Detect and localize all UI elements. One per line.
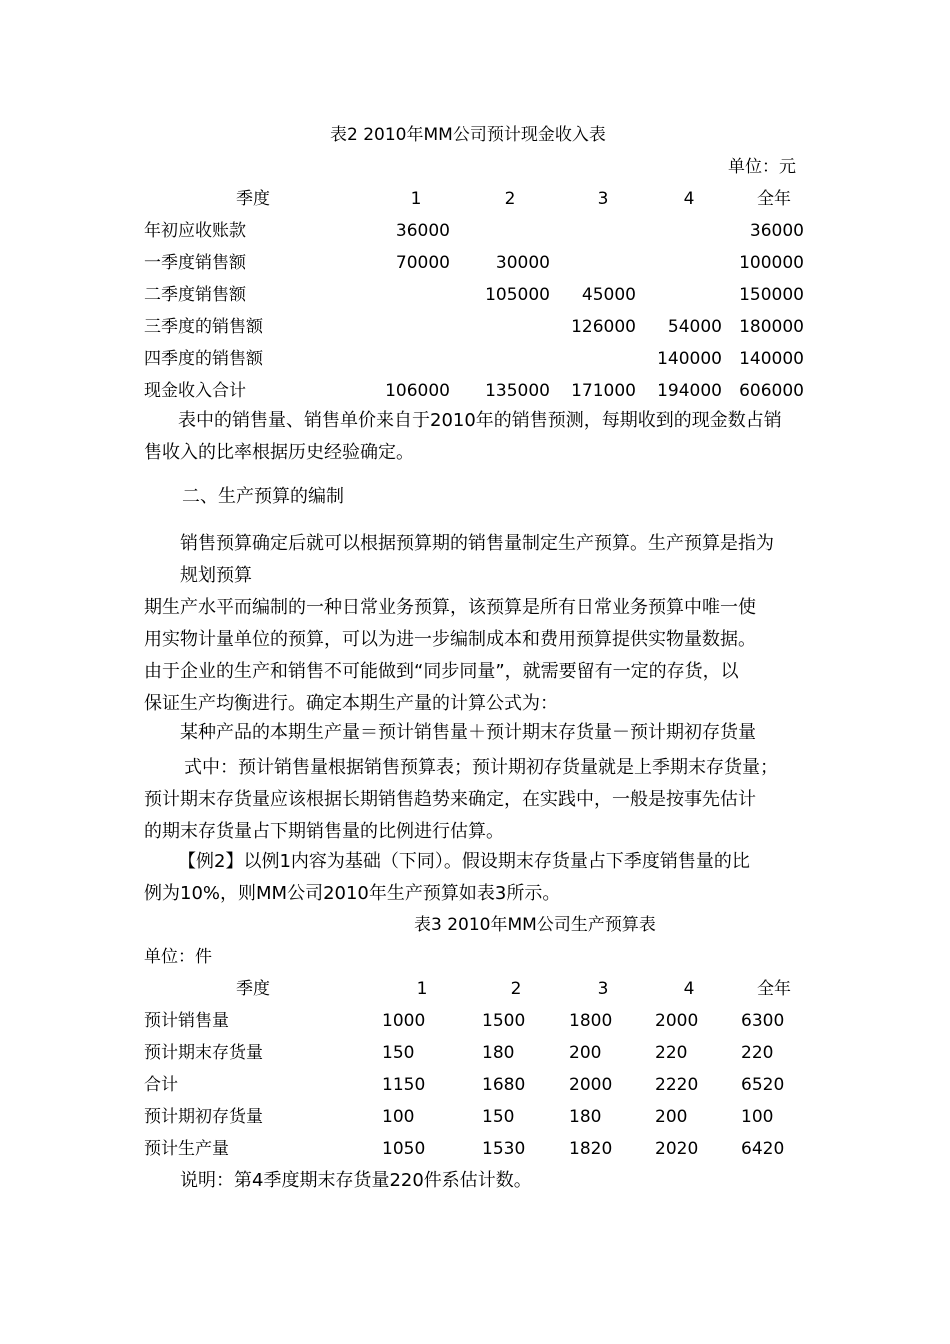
table3-cell: 1680 [482,1075,526,1095]
table2-header-q1: 1 [410,189,422,209]
paragraph-line: 表中的销售量、销售单价来自于2010年的销售预测，每期收到的现金数占销 [178,410,782,431]
table3-cell: 1500 [482,1011,526,1031]
table2-row-label: 二季度销售额 [144,285,246,305]
paragraph-line: 保证生产均衡进行。确定本期生产量的计算公式为： [144,693,558,714]
table3-row-label: 合计 [144,1075,178,1095]
table3-cell: 150 [482,1107,515,1127]
table3-cell: 2020 [655,1139,699,1159]
table2-cell: 606000 [739,381,804,401]
table3-header-label: 季度 [236,979,270,999]
table3-cell: 1800 [569,1011,613,1031]
table2-cell: 36000 [749,221,804,241]
table2-row-label: 年初应收账款 [144,221,246,241]
table2-cell: 171000 [571,381,636,401]
table3-note: 说明：第4季度期末存货量220件系估计数。 [180,1170,532,1191]
table2-header-label: 季度 [236,189,270,209]
table3-cell: 180 [569,1107,602,1127]
table3-cell: 200 [569,1043,602,1063]
paragraph-production-intro [144,528,808,592]
table3-caption: 表3 2010年MM公司生产预算表 [414,915,656,935]
table2-row-label: 现金收入合计 [144,381,246,401]
table2-row-label: 三季度的销售额 [144,317,263,337]
table2-unit: 单位：元 [728,157,796,177]
table2-row-label: 四季度的销售额 [144,349,263,369]
table3-unit: 单位：件 [144,947,212,967]
paragraph-line: 用实物计量单位的预算，可以为进一步编制成本和费用预算提供实物量数据。 [144,629,756,650]
table2-cell: 30000 [495,253,550,273]
table2-header-year: 全年 [757,189,791,209]
table3-cell: 1050 [382,1139,426,1159]
paragraph-line: 由于企业的生产和销售不可能做到“同步同量”，就需要留有一定的存货，以 [144,661,739,682]
table2-cell: 150000 [739,285,804,305]
paragraph-line: 期生产水平而编制的一种日常业务预算，该预算是所有日常业务预算中唯一使 [144,597,756,618]
table2-cell: 100000 [739,253,804,273]
table3-cell: 1150 [382,1075,426,1095]
paragraph-line: 预计期末存货量应该根据长期销售趋势来确定，在实践中，一般是按事先估计 [144,789,756,810]
paragraph-line: 售收入的比率根据历史经验确定。 [144,442,414,463]
table2-cell: 135000 [485,381,550,401]
table3-header-q1: 1 [416,979,428,999]
table3-cell: 180 [482,1043,515,1063]
table3-cell: 2000 [569,1075,613,1095]
table2-cell: 54000 [667,317,722,337]
table3-header-q3: 3 [597,979,609,999]
table3-cell: 2220 [655,1075,699,1095]
table3-row-label: 预计期初存货量 [144,1107,263,1127]
table3-cell: 220 [741,1043,774,1063]
table3-cell: 6300 [741,1011,785,1031]
table2-row-label: 一季度销售额 [144,253,246,273]
table3-cell: 100 [741,1107,774,1127]
table3-row-label: 预计销售量 [144,1011,229,1031]
table2-caption: 表2 2010年MM公司预计现金收入表 [330,125,606,145]
table3-row-label: 预计期末存货量 [144,1043,263,1063]
section-heading: 二、生产预算的编制 [182,486,344,507]
paragraph-line: 规划预算 [180,565,252,586]
table3-cell: 6420 [741,1139,785,1159]
table3-cell: 150 [382,1043,415,1063]
table3-cell: 2000 [655,1011,699,1031]
table2-cell: 45000 [581,285,636,305]
paragraph-formula-explanation [144,752,808,848]
table2-cell: 70000 [395,253,450,273]
paragraph-line: 式中：预计销售量根据销售预算表；预计期初存货量就是上季期末存货量； [184,757,778,778]
paragraph-example2 [144,846,808,910]
table3-header-q4: 4 [683,979,695,999]
table3-cell: 100 [382,1107,415,1127]
table3-cell: 200 [655,1107,688,1127]
table3-cell: 6520 [741,1075,785,1095]
paragraph-production-definition [144,592,808,720]
table3-cell: 1530 [482,1139,526,1159]
paragraph-line: 销售预算确定后就可以根据预算期的销售量制定生产预算。生产预算是指为 [180,533,774,554]
table3-header-year: 全年 [757,979,791,999]
table2-cell: 180000 [739,317,804,337]
table3-cell: 1000 [382,1011,426,1031]
table3-row-label: 预计生产量 [144,1139,229,1159]
paragraph-table2-note [144,405,808,469]
table3-cell: 1820 [569,1139,613,1159]
table3-cell: 220 [655,1043,688,1063]
table2-cell: 140000 [657,349,722,369]
formula: 某种产品的本期生产量＝预计销售量＋预计期末存货量－预计期初存货量 [180,722,756,743]
paragraph-line: 【例2】以例1内容为基础（下同）。假设期末存货量占下季度销售量的比 [178,851,750,872]
table2-cell: 106000 [385,381,450,401]
table2-cell: 140000 [739,349,804,369]
table2-cell: 194000 [657,381,722,401]
table2-header-q3: 3 [597,189,609,209]
table2-cell: 36000 [395,221,450,241]
table3-header-q2: 2 [510,979,522,999]
paragraph-line: 的期末存货量占下期销售量的比例进行估算。 [144,821,504,842]
table2-header-q2: 2 [504,189,516,209]
table2-header-q4: 4 [683,189,695,209]
paragraph-line: 例为10%，则MM公司2010年生产预算如表3所示。 [144,883,561,904]
table2-cell: 126000 [571,317,636,337]
table2-cell: 105000 [485,285,550,305]
